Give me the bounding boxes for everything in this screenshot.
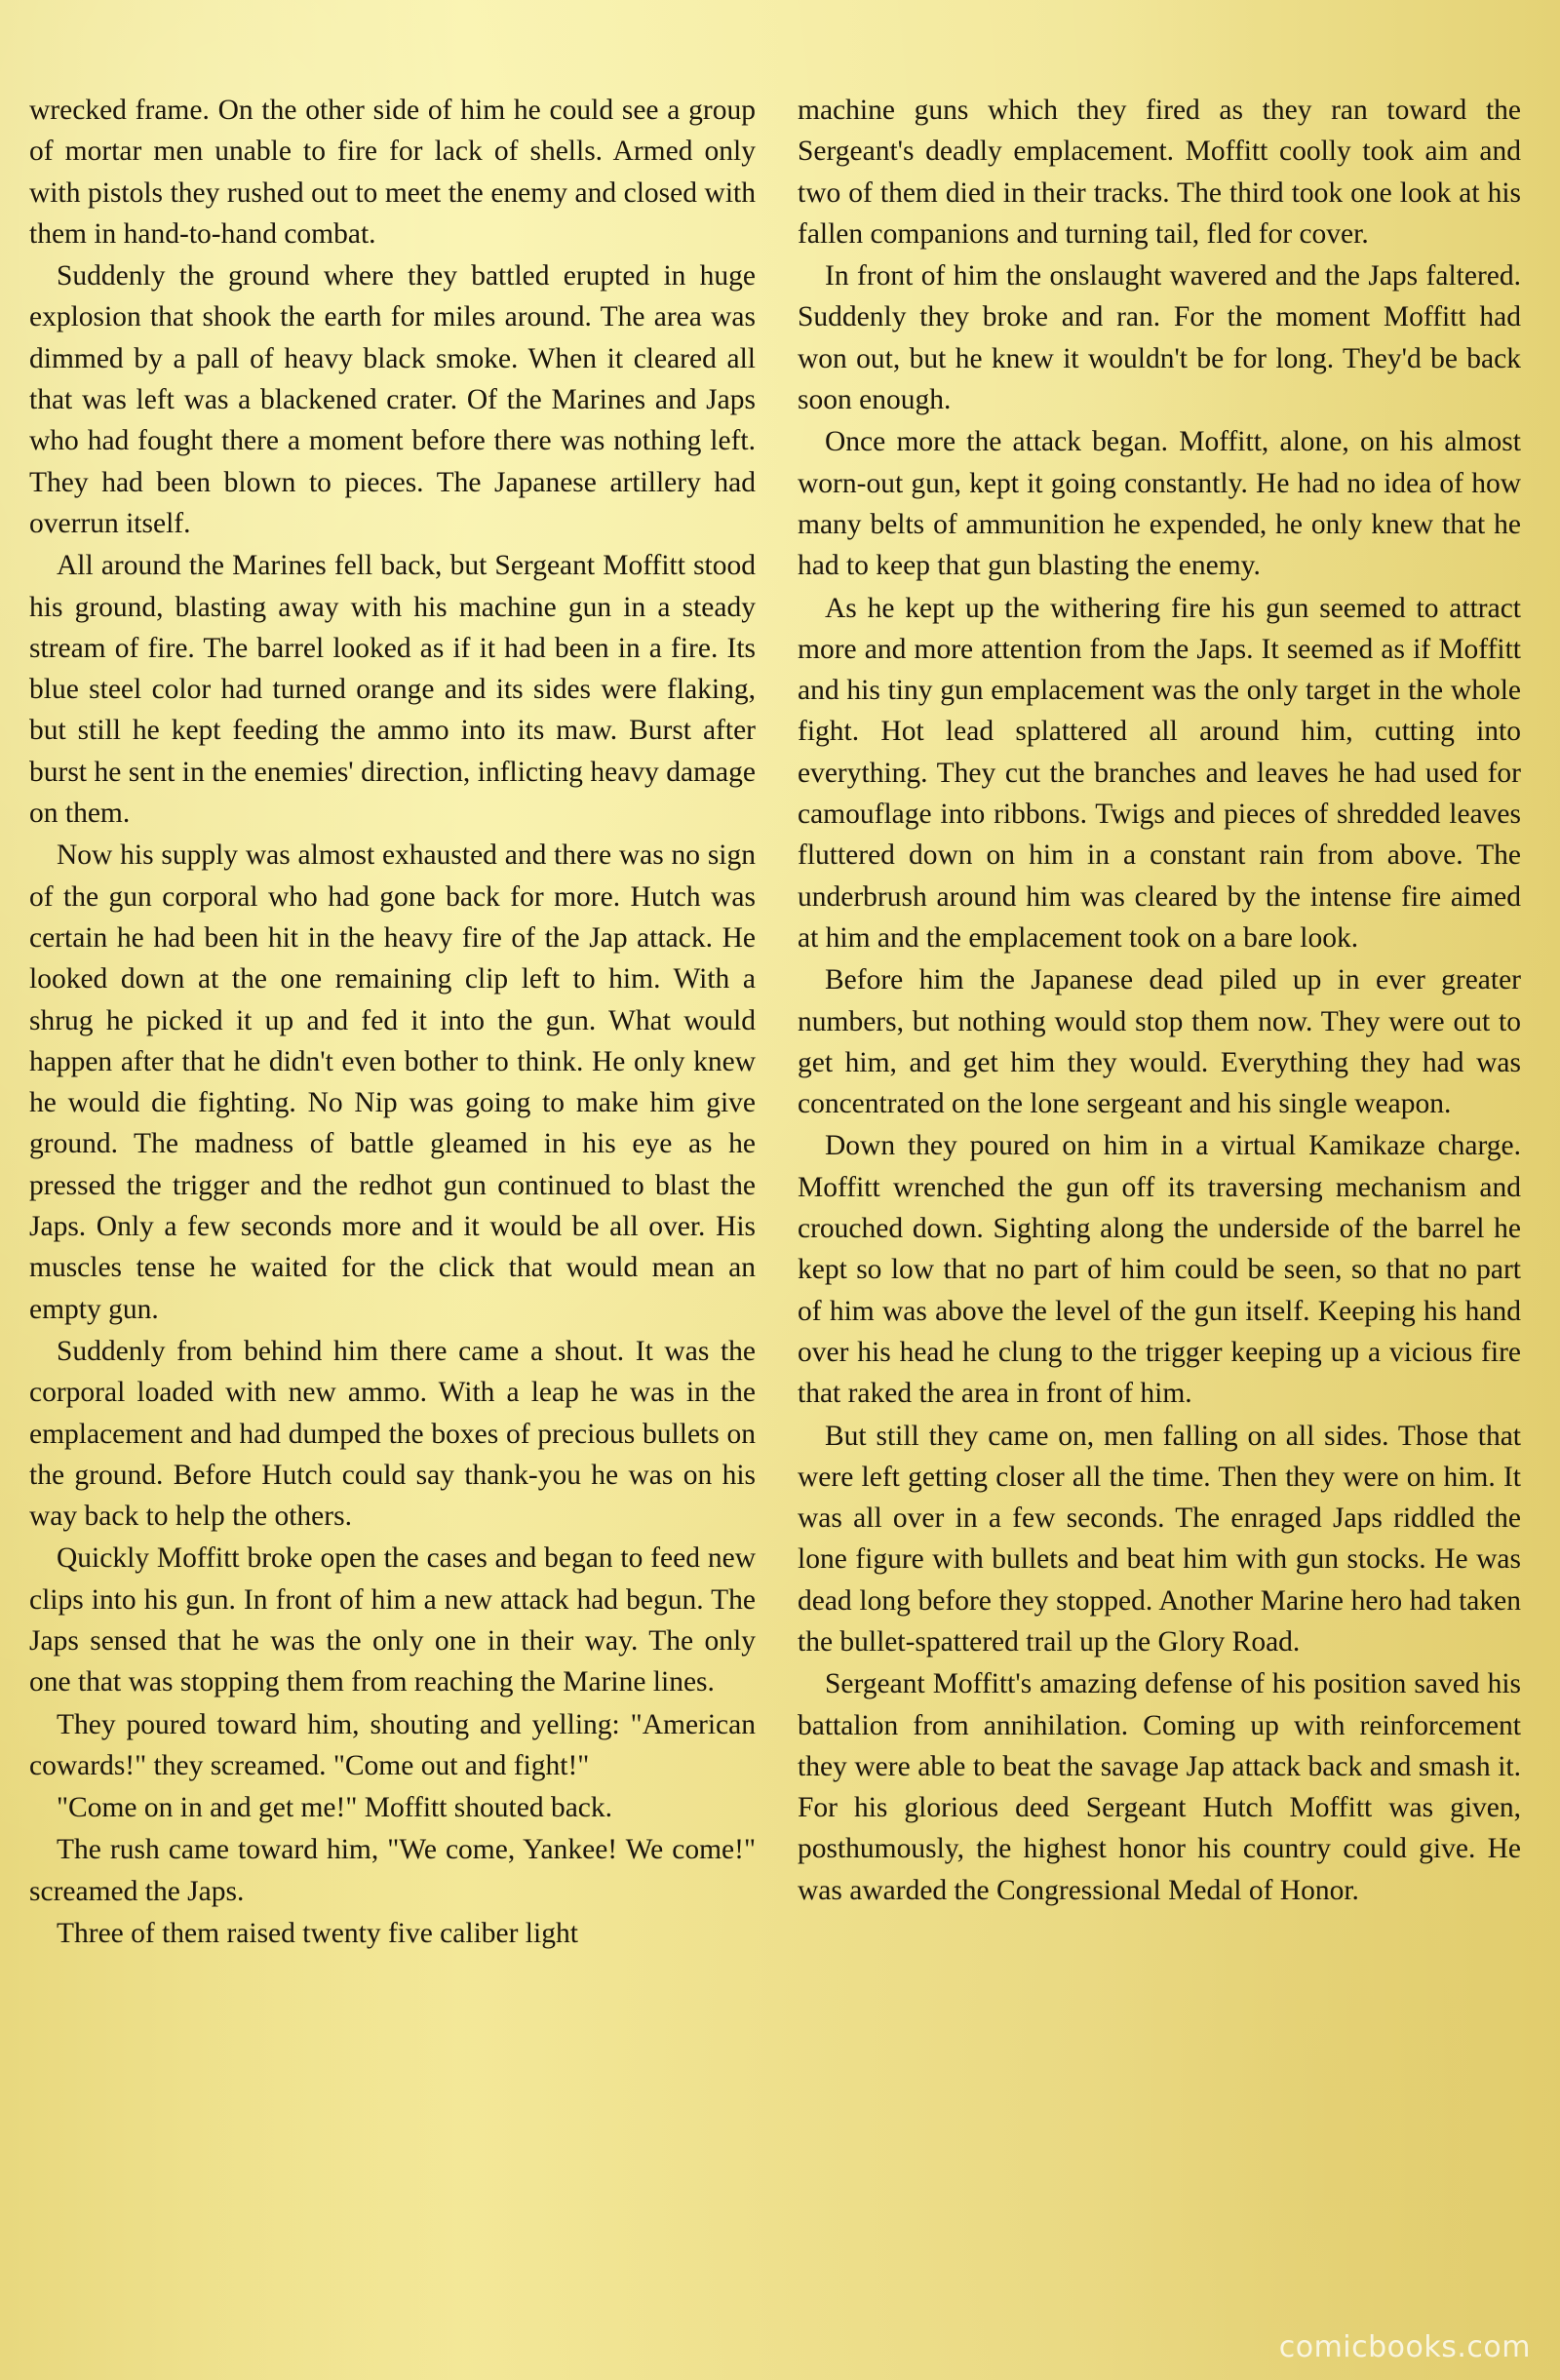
paragraph: Suddenly the ground where they battled erupted in huge explosion that shook the earth for miles around. The area was dimmed by a pall of heavy black smoke. When it cleared all that was left was a blackened crater. Of the Marines and Japs who had fought there a moment before there was nothing left. They had been blown to pieces. The Japanese artillery had overrun itself. (29, 260, 756, 539)
paragraph: All around the Marines fell back, but Sergeant Moffitt stood his ground, blasting away with his machine gun in a steady stream of fire. The barrel looked as if it had been in a fire. Its blue steel color had turned orange and its sides were flaking, but still he kept feeding the ammo into its maw. Burst after burst he sent in the enemies' direction, inflicting heavy damage on them. (29, 550, 756, 830)
text-column-right (798, 90, 1521, 1911)
paragraph: They poured toward him, shouting and yelling: "American cowards!" they screamed. "Come out and fight!" (29, 1708, 756, 1781)
paragraph: But still they came on, men falling on all sides. Those that were left getting closer all the time. Then they were on him. It was all over in a few seconds. The enraged Japs riddled the lone figure with bullets and beat him with gun stocks. He was dead long before they stopped. Another Marine hero had taken the bullet-spattered trail up the Glory Road. (798, 1420, 1521, 1658)
paragraph: The rush came toward him, "We come, Yankee! We come!" screamed the Japs. (29, 1834, 756, 1907)
paragraph: As he kept up the withering fire his gun seemed to attract more and more attention from the Japs. It seemed as if Moffitt and his tiny gun emplacement was the only target in the whole fight. Hot lead splattered all around him, cutting into everything. They cut the branches and leaves he had used for camouflage into ribbons. Twigs and pieces of shredded leaves fluttered down on him in a constant rain from above. The underbrush around him was cleared by the intense fire aimed at him and the emplacement took on a bare look. (798, 592, 1521, 954)
paragraph: "Come on in and get me!" Moffitt shouted back. (57, 1792, 613, 1824)
paragraph: Now his supply was almost exhausted and there was no sign of the gun corporal who had gone back for more. Hutch was certain he had been hit in the heavy fire of the Jap attack. He looked down at the one remaining clip left to him. With a shrug he picked it up and fed it into the gun. What would happen after that he didn't even bother to think. He only knew he would die fighting. No Nip was going to make him give ground. The madness of battle gleamed in his eye as he pressed the trigger and the redhot gun continued to blast the Japs. Only a few seconds more and it would be all over. His muscles tense he waited for the click that would mean an empty gun. (29, 839, 756, 1325)
paragraph: Before him the Japanese dead piled up in ever greater numbers, but nothing would stop them now. They were out to get him, and get him they would. Everything they had was concentrated on the lone sergeant and his single weapon. (798, 964, 1521, 1120)
paragraph: Three of them raised twenty five caliber light (57, 1918, 578, 1950)
paragraph: Down they poured on him in a virtual Kamikaze charge. Moffitt wrenched the gun off its traversing mechanism and crouched down. Sighting along the underside of the barrel he kept so low that no part of him could be seen, so that no part of him was above the level of the gun itself. Keeping his hand over his head he clung to the trigger keeping up a vicious fire that raked the area in front of him. (798, 1130, 1521, 1410)
paragraph: Quickly Moffitt broke open the cases and began to feed new clips into his gun. In front of him a new attack had begun. The Japs sensed that he was the only one in their way. The only one that was stopping them from reaching the Marine lines. (29, 1542, 756, 1698)
paragraph: wrecked frame. On the other side of him he could see a group of mortar men unable to fire for lack of shells. Armed only with pistols they rushed out to meet the enemy and closed with them in hand-to-hand combat. (29, 95, 756, 250)
paragraph: In front of him the onslaught wavered and the Japs faltered. Suddenly they broke and ran. For the moment Moffitt had won out, but he knew it wouldn't be for long. They'd be back soon enough. (798, 260, 1521, 416)
watermark: comicbooks.com (1278, 2330, 1531, 2364)
paragraph: machine guns which they fired as they ran toward the Sergeant's deadly emplacement. Moffitt coolly took aim and two of them died in their tracks. The third took one look at his fallen companions and turning tail, fled for cover. (798, 95, 1521, 250)
text-column-left (29, 90, 756, 1954)
paragraph: Suddenly from behind him there came a shout. It was the corporal loaded with new ammo. With a leap he was in the emplacement and had dumped the boxes of precious bullets on the ground. Before Hutch could say thank-you he was on his way back to help the others. (29, 1335, 756, 1533)
paragraph: Once more the attack began. Moffitt, alone, on his almost worn-out gun, kept it going constantly. He had no idea of how many belts of ammunition he expended, he only knew that he had to keep that gun blasting the enemy. (798, 426, 1521, 582)
paragraph: Sergeant Moffitt's amazing defense of his position saved his battalion from annihilation. Coming up with reinforcement they were able to beat the savage Jap attack back and smash it. For his glorious deed Sergeant Hutch Moffitt was given, posthumously, the highest honor his country could give. He was awarded the Congressional Medal of Honor. (798, 1668, 1521, 1906)
